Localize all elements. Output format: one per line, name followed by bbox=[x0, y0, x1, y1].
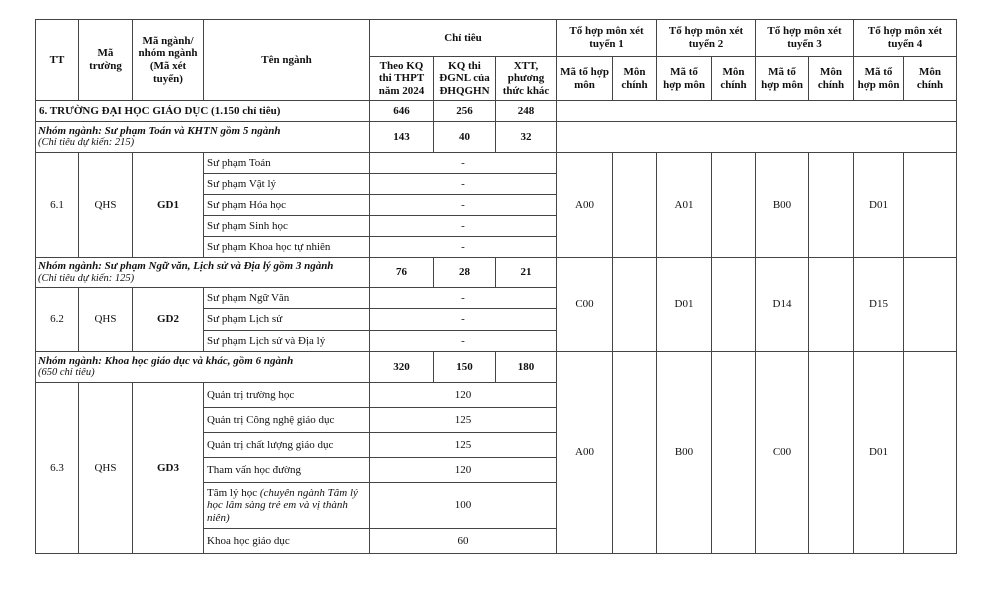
group-thpt: 76 bbox=[370, 258, 434, 288]
major-quota: - bbox=[370, 309, 557, 331]
mon-chinh-3 bbox=[809, 258, 854, 352]
group-title: Nhóm ngành: Khoa học giáo dục và khác, gồm 6 ngành bbox=[38, 354, 294, 367]
mon-chinh-1 bbox=[613, 352, 657, 554]
major-name: Tham vấn học đường bbox=[204, 458, 370, 483]
major-quota: - bbox=[370, 153, 557, 174]
mon-chinh-1 bbox=[613, 258, 657, 352]
mon-chinh-2 bbox=[712, 352, 756, 554]
major-row bbox=[36, 153, 957, 174]
group-title-cell bbox=[36, 122, 370, 153]
table-header bbox=[36, 20, 957, 101]
combo-3: C00 bbox=[756, 352, 809, 554]
major-name: Quản trị Công nghệ giáo dục bbox=[204, 408, 370, 433]
group-note: (Chỉ tiêu dự kiến: 215) bbox=[38, 137, 135, 149]
mon-chinh-2 bbox=[712, 153, 756, 258]
major-name: Quản trị trường học bbox=[204, 383, 370, 408]
header-tt: TT bbox=[36, 20, 79, 101]
major-name: Sư phạm Hóa học bbox=[204, 195, 370, 216]
major-name: Sư phạm Lịch sử và Địa lý bbox=[204, 331, 370, 352]
major-name-note: (chuyên ngành Tâm lý học lâm sàng trẻ em và vị thành niên) bbox=[207, 486, 358, 524]
major-quota: 120 bbox=[370, 383, 557, 408]
combo-1: A00 bbox=[557, 153, 613, 258]
group-thpt: 143 bbox=[370, 122, 434, 153]
major-name-cell bbox=[204, 483, 370, 529]
table-body bbox=[36, 101, 957, 554]
major-name: Sư phạm Ngữ Văn bbox=[204, 288, 370, 309]
school-dgnl: 256 bbox=[434, 101, 496, 122]
combo-3: D14 bbox=[756, 258, 809, 352]
group-tt: 6.3 bbox=[36, 383, 79, 554]
major-quota: 125 bbox=[370, 408, 557, 433]
header-mon-chinh: Môn chính bbox=[613, 57, 657, 101]
combo-4: D15 bbox=[854, 258, 904, 352]
group-truong: QHS bbox=[79, 153, 133, 258]
combo-2: A01 bbox=[657, 153, 712, 258]
group-dgnl: 150 bbox=[434, 352, 496, 383]
header-to-hop-2: Tổ hợp môn xét tuyển 2 bbox=[657, 20, 756, 57]
mon-chinh-2 bbox=[712, 258, 756, 352]
major-name: Tâm lý học bbox=[207, 486, 258, 499]
header-ten-nganh: Tên ngành bbox=[204, 20, 370, 101]
major-quota: - bbox=[370, 174, 557, 195]
group-tt: 6.1 bbox=[36, 153, 79, 258]
group-title: Nhóm ngành: Sư phạm Toán và KHTN gồm 5 ngành bbox=[38, 124, 281, 137]
school-empty bbox=[557, 101, 957, 122]
school-row bbox=[36, 101, 957, 122]
header-mon-chinh: Môn chính bbox=[904, 57, 957, 101]
major-quota: - bbox=[370, 237, 557, 258]
combo-1: A00 bbox=[557, 352, 613, 554]
mon-chinh-1 bbox=[613, 153, 657, 258]
header-to-hop-4: Tổ hợp môn xét tuyển 4 bbox=[854, 20, 957, 57]
mon-chinh-3 bbox=[809, 153, 854, 258]
header-thpt: Theo KQ thi THPT năm 2024 bbox=[370, 57, 434, 101]
combo-1: C00 bbox=[557, 258, 613, 352]
major-name: Sư phạm Khoa học tự nhiên bbox=[204, 237, 370, 258]
group-xtt: 32 bbox=[496, 122, 557, 153]
combo-2: B00 bbox=[657, 352, 712, 554]
header-ma-truong: Mã trường bbox=[79, 20, 133, 101]
header-ma-nganh: Mã ngành/ nhóm ngành (Mã xét tuyển) bbox=[133, 20, 204, 101]
admission-table bbox=[35, 19, 957, 554]
header-xtt: XTT, phương thức khác bbox=[496, 57, 557, 101]
group-row bbox=[36, 122, 957, 153]
header-ma-to-hop: Mã tổ hợp môn bbox=[756, 57, 809, 101]
major-name: Sư phạm Vật lý bbox=[204, 174, 370, 195]
major-quota: - bbox=[370, 288, 557, 309]
major-quota: - bbox=[370, 216, 557, 237]
major-name: Quản trị chất lượng giáo dục bbox=[204, 433, 370, 458]
group-truong: QHS bbox=[79, 288, 133, 352]
header-to-hop-3: Tổ hợp môn xét tuyển 3 bbox=[756, 20, 854, 57]
mon-chinh-4 bbox=[904, 153, 957, 258]
header-ma-to-hop: Mã tổ hợp môn bbox=[854, 57, 904, 101]
header-mon-chinh: Môn chính bbox=[809, 57, 854, 101]
major-quota: 125 bbox=[370, 433, 557, 458]
major-quota: 60 bbox=[370, 529, 557, 554]
group-tt: 6.2 bbox=[36, 288, 79, 352]
combo-4: D01 bbox=[854, 352, 904, 554]
group-code: GD3 bbox=[133, 383, 204, 554]
header-dgnl: KQ thi ĐGNL của ĐHQGHN bbox=[434, 57, 496, 101]
major-quota: 120 bbox=[370, 458, 557, 483]
group-row bbox=[36, 352, 957, 383]
group-dgnl: 40 bbox=[434, 122, 496, 153]
combo-2: D01 bbox=[657, 258, 712, 352]
group-note: (650 chỉ tiêu) bbox=[38, 367, 95, 379]
school-thpt: 646 bbox=[370, 101, 434, 122]
combo-4: D01 bbox=[854, 153, 904, 258]
mon-chinh-4 bbox=[904, 352, 957, 554]
group-title-cell bbox=[36, 352, 370, 383]
group-xtt: 180 bbox=[496, 352, 557, 383]
major-quota: - bbox=[370, 195, 557, 216]
header-ma-to-hop: Mã tổ hợp môn bbox=[557, 57, 613, 101]
mon-chinh-4 bbox=[904, 258, 957, 352]
group-title-cell bbox=[36, 258, 370, 288]
school-title: 6. TRƯỜNG ĐẠI HỌC GIÁO DỤC (1.150 chỉ tiêu) bbox=[36, 101, 370, 122]
major-name: Khoa học giáo dục bbox=[204, 529, 370, 554]
mon-chinh-3 bbox=[809, 352, 854, 554]
header-mon-chinh: Môn chính bbox=[712, 57, 756, 101]
admission-table-container bbox=[35, 19, 957, 554]
header-chi-tieu: Chỉ tiêu bbox=[370, 20, 557, 57]
group-note: (Chỉ tiêu dự kiến: 125) bbox=[38, 272, 135, 284]
major-quota: 100 bbox=[370, 483, 557, 529]
major-quota: - bbox=[370, 331, 557, 352]
school-xtt: 248 bbox=[496, 101, 557, 122]
group-code: GD1 bbox=[133, 153, 204, 258]
major-name: Sư phạm Toán bbox=[204, 153, 370, 174]
group-dgnl: 28 bbox=[434, 258, 496, 288]
group-row bbox=[36, 258, 957, 288]
combo-3: B00 bbox=[756, 153, 809, 258]
group-xtt: 21 bbox=[496, 258, 557, 288]
group-title: Nhóm ngành: Sư phạm Ngữ văn, Lịch sử và Địa lý gồm 3 ngành bbox=[38, 260, 334, 273]
header-ma-to-hop: Mã tổ hợp môn bbox=[657, 57, 712, 101]
group-empty bbox=[557, 122, 957, 153]
group-thpt: 320 bbox=[370, 352, 434, 383]
group-code: GD2 bbox=[133, 288, 204, 352]
major-name: Sư phạm Lịch sử bbox=[204, 309, 370, 331]
group-truong: QHS bbox=[79, 383, 133, 554]
major-name: Sư phạm Sinh học bbox=[204, 216, 370, 237]
header-to-hop-1: Tổ hợp môn xét tuyển 1 bbox=[557, 20, 657, 57]
